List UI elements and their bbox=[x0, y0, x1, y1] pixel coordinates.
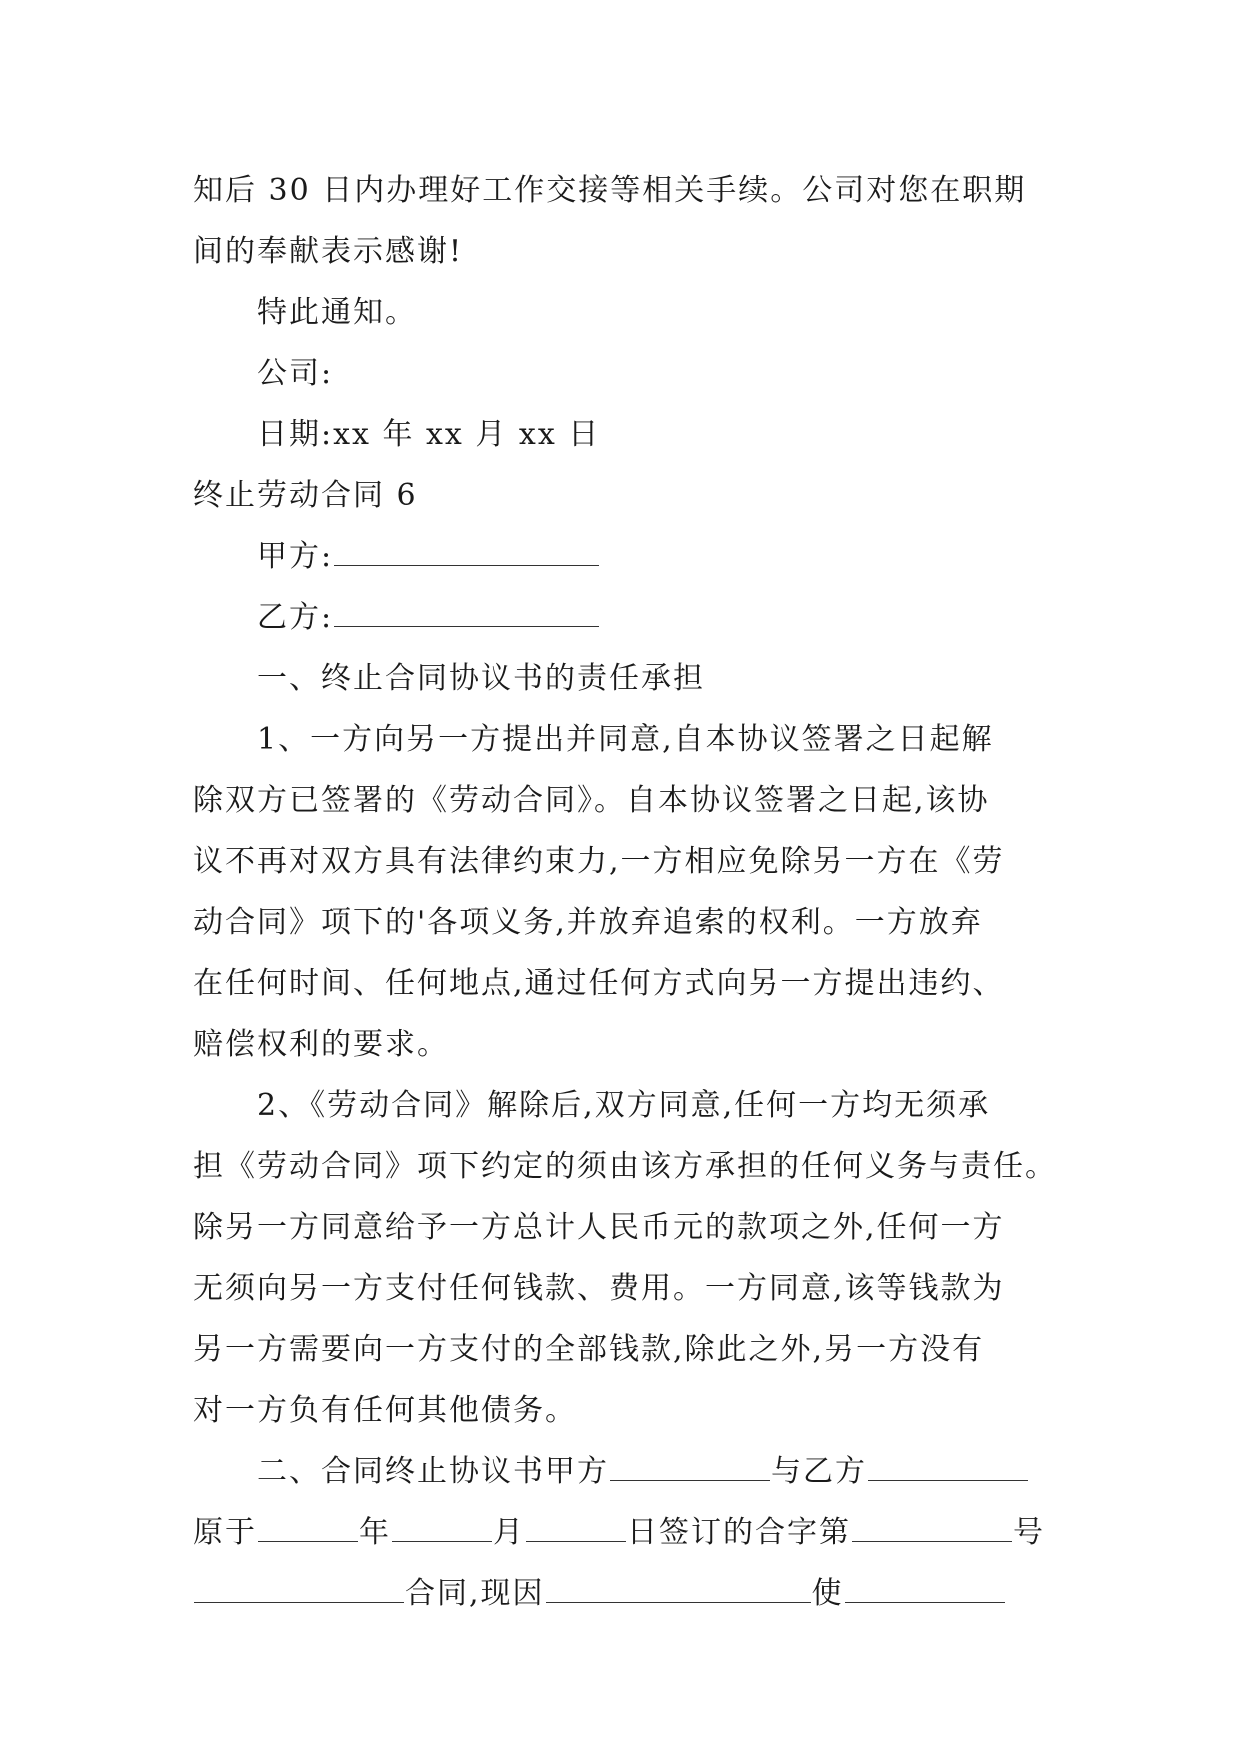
paragraph-line: 除双方已签署的《劳动合同》。自本协议签署之日起,该协 bbox=[193, 783, 990, 818]
paragraph-line: 赔偿权利的要求。 bbox=[193, 1027, 449, 1062]
reason-blank bbox=[546, 1572, 811, 1603]
date-line: 日期:xx 年 xx 月 xx 日 bbox=[257, 417, 601, 452]
clause-2-line-1 bbox=[193, 1441, 1053, 1502]
clause-2-text: 二、合同终止协议书甲方 bbox=[257, 1454, 609, 1489]
paragraph-line: 除另一方同意给予一方总计人民币元的款项之外,任何一方 bbox=[193, 1210, 1005, 1245]
paragraph-line: 无须向另一方支付任何钱款、费用。一方同意,该等钱款为 bbox=[193, 1271, 1005, 1306]
clause-2-text: 合同,现因 bbox=[405, 1576, 545, 1611]
clause-2-line-2 bbox=[193, 1502, 1053, 1563]
paragraph-line: 2、《劳动合同》解除后,双方同意,任何一方均无须承 bbox=[257, 1088, 991, 1123]
paragraph-line: 担《劳动合同》项下约定的须由该方承担的任何义务与责任。 bbox=[193, 1149, 1057, 1184]
clause-2-text: 号 bbox=[1013, 1515, 1045, 1550]
month-blank bbox=[392, 1511, 492, 1542]
paragraph-line: 在任何时间、任何地点,通过任何方式向另一方提出违约、 bbox=[193, 966, 1005, 1001]
clause-2-line-3 bbox=[193, 1563, 1053, 1624]
party-b-label: 乙方: bbox=[257, 600, 334, 635]
party-b-name-blank bbox=[868, 1450, 1028, 1481]
day-blank bbox=[526, 1511, 626, 1542]
paragraph-line: 议不再对双方具有法律约束力,一方相应免除另一方在《劳 bbox=[193, 844, 1005, 879]
party-a-label: 甲方: bbox=[257, 539, 334, 574]
company-label: 公司: bbox=[257, 356, 334, 391]
year-blank bbox=[258, 1511, 358, 1542]
paragraph-line: 对一方负有任何其他债务。 bbox=[193, 1393, 577, 1428]
section-title: 终止劳动合同 6 bbox=[193, 478, 418, 513]
document-body bbox=[193, 160, 1057, 1624]
clause-2-text: 月 bbox=[493, 1515, 525, 1550]
paragraph-line: 1、一方向另一方提出并同意,自本协议签署之日起解 bbox=[257, 722, 994, 757]
paragraph-line: 知后 30 日内办理好工作交接等相关手续。公司对您在职期 bbox=[193, 173, 1027, 208]
party-a-blank bbox=[334, 535, 599, 566]
paragraph-line: 动合同》项下的'各项义务,并放弃追索的权利。一方放弃 bbox=[193, 905, 983, 940]
clause-2-text: 年 bbox=[359, 1515, 391, 1550]
clause-2-text: 日签订的合字第 bbox=[627, 1515, 851, 1550]
contract-type-blank bbox=[194, 1572, 404, 1603]
result-blank bbox=[845, 1572, 1005, 1603]
party-a-name-blank bbox=[610, 1450, 770, 1481]
contract-number-blank bbox=[852, 1511, 1012, 1542]
paragraph-line: 间的奉献表示感谢! bbox=[193, 234, 464, 269]
party-b-line bbox=[193, 587, 1053, 648]
clause-2-text: 使 bbox=[811, 1576, 844, 1611]
party-b-blank bbox=[334, 596, 599, 627]
clause-heading: 一、终止合同协议书的责任承担 bbox=[257, 661, 705, 696]
notice-closing: 特此通知。 bbox=[257, 295, 417, 330]
clause-2-text: 与乙方 bbox=[771, 1454, 867, 1489]
paragraph-line: 另一方需要向一方支付的全部钱款,除此之外,另一方没有 bbox=[193, 1332, 985, 1367]
party-a-line bbox=[193, 526, 1053, 587]
clause-2-text: 原于 bbox=[193, 1515, 257, 1550]
